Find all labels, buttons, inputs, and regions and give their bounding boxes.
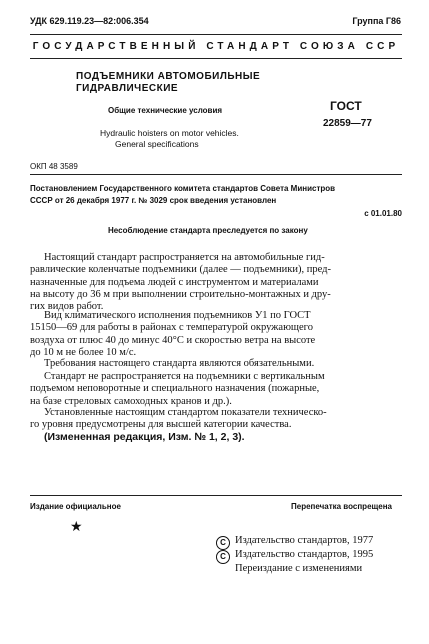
- text-line: Стандарт не распространяется на подъемники с вертикальным: [44, 371, 325, 382]
- copyright-line-1977: [216, 535, 373, 550]
- text-line: Вид климатического исполнения подъемников У1 по ГОСТ: [44, 310, 311, 321]
- banner-rule: [30, 58, 402, 59]
- copyright-icon: С: [216, 550, 230, 564]
- reedition-note: Переиздание с изменениями: [235, 563, 363, 574]
- english-title-line1: Hydraulic hoisters on motor vehicles.: [100, 128, 239, 138]
- reprint-prohibited-label: Перепечатка воспрещена: [291, 502, 392, 511]
- body-paragraph-exclusions: [30, 371, 404, 408]
- penalty-notice: Несоблюдение стандарта преследуется по закону: [108, 226, 308, 235]
- copyright-icon: С: [216, 536, 230, 550]
- gost-number: 22859—77: [323, 118, 372, 129]
- body-paragraph-climate: [30, 310, 404, 359]
- text-line: го уровня предусмотрены для высшей категории качества.: [30, 419, 292, 431]
- text-line: на базе стреловых самоходных кранов и др.).: [30, 395, 232, 407]
- text-line: Требования настоящего стандарта являются обязательными.: [44, 358, 315, 369]
- star-icon: ★: [70, 520, 83, 535]
- text-line: на высоту до 36 м при выполнении строительно-монтажных и дру-: [30, 288, 331, 300]
- text-line: подъемом неповоротные и специального назначения (пожарные,: [30, 383, 320, 395]
- text-line: Настоящий стандарт распространяется на автомобильные гид-: [44, 252, 325, 263]
- document-title-line2: ГИДРАВЛИЧЕСКИЕ: [76, 83, 179, 94]
- official-edition-label: Издание официальное: [30, 502, 121, 511]
- okp-rule: [30, 174, 402, 175]
- english-title-line2: General specifications: [115, 139, 199, 149]
- text-line: гих видов работ.: [30, 301, 104, 313]
- text-line: воздуха от плюс 40 до минус 40°С и скоростью ветра на высоте: [30, 334, 316, 346]
- document-subtitle: Общие технические условия: [108, 106, 223, 115]
- gosstandart-banner: ГОСУДАРСТВЕННЫЙ СТАНДАРТ СОЮЗА ССР: [32, 41, 400, 52]
- text-line: назначенные для подъема людей с инструментом и материалами: [30, 276, 319, 288]
- okp-code: ОКП 48 3589: [30, 162, 78, 171]
- body-paragraph-quality: [30, 407, 404, 432]
- gost-label: ГОСТ: [330, 99, 362, 113]
- effective-date: с 01.01.80: [364, 209, 402, 218]
- document-title-line1: ПОДЪЕМНИКИ АВТОМОБИЛЬНЫЕ: [76, 71, 261, 82]
- text-line: равлические коленчатые подъемники (далее — подъемники), пред-: [30, 264, 331, 276]
- body-paragraph-scope: [30, 252, 404, 313]
- copyright-line-1995: [216, 549, 373, 564]
- text-line: Установленные настоящим стандартом показатели техническо-: [44, 407, 327, 418]
- decree-line1: Постановлением Государственного комитета стандартов Совета Министров: [30, 184, 336, 193]
- copyright-text: Издательство стандартов, 1995: [235, 549, 374, 560]
- body-paragraph-mandatory: [30, 358, 404, 370]
- text-line: до 10 м не более 10 м/с.: [30, 346, 137, 358]
- top-rule: [30, 34, 402, 35]
- copyright-text: Издательство стандартов, 1977: [235, 535, 374, 546]
- group-code: Группа Г86: [352, 16, 401, 26]
- amendment-note: (Измененная редакция, Изм. № 1, 2, 3).: [44, 431, 245, 443]
- decree-line2: СССР от 26 декабря 1977 г. № 3029 срок введения установлен: [30, 196, 277, 205]
- udk-code: УДК 629.119.23—82:006.354: [30, 16, 149, 26]
- text-line: 15150—69 для работы в районах с температурой окружающего: [30, 322, 313, 334]
- footer-rule: [30, 495, 402, 496]
